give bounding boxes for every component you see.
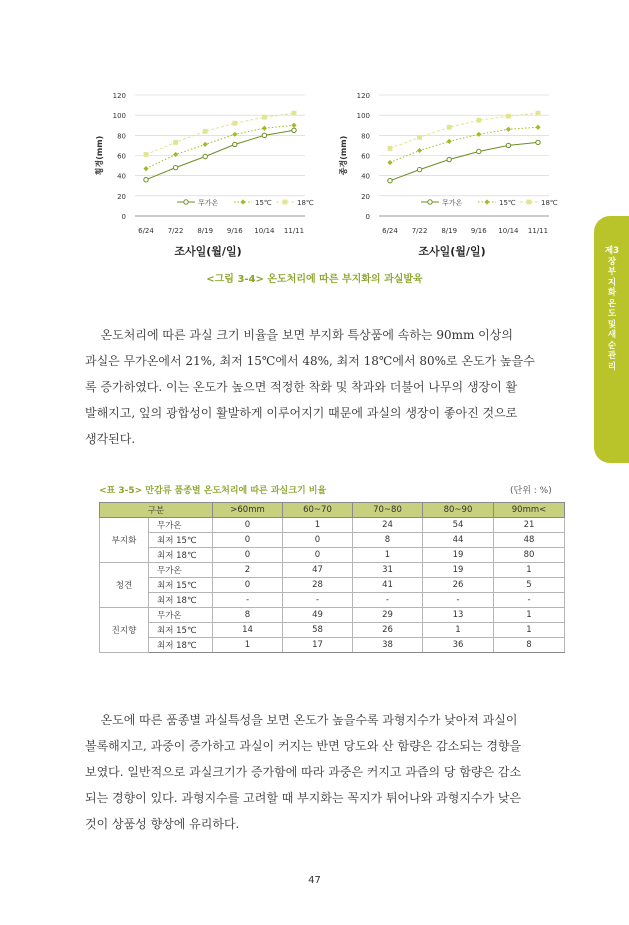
y-tick-label: 100 [356, 112, 370, 121]
table-value-cell: - [423, 593, 494, 608]
y-tick-label: 120 [356, 92, 370, 100]
data-point [292, 111, 297, 116]
data-point [476, 118, 481, 123]
paragraph-line: 것이 상품성 향상에 유리하다. [85, 817, 240, 831]
y-tick-label: 100 [112, 112, 126, 121]
paragraph-line: 보였다. 일반적으로 과실크기가 증가함에 따라 과중은 커지고 과즙의 당 함량은 감소 [85, 765, 522, 779]
table-group-label: 청견 [100, 563, 149, 608]
table-value-cell: 49 [283, 608, 353, 623]
legend-marker [527, 200, 532, 205]
table-condition-cell: 무가온 [149, 563, 213, 578]
table-condition-cell: 최저 15℃ [149, 578, 213, 593]
legend-marker [484, 199, 489, 204]
data-point [173, 152, 178, 157]
x-tick-label: 6/24 [138, 227, 154, 235]
table-value-cell: 0 [213, 533, 283, 548]
table-value-cell: 0 [213, 518, 283, 533]
table-value-cell: 19 [423, 563, 494, 578]
table-value-cell: - [353, 593, 423, 608]
data-point [536, 140, 540, 144]
paragraph-line: 록 증가하였다. 이는 온도가 높으면 적정한 착화 및 착과와 더불어 나무의 생장이 활 [85, 380, 518, 394]
table-value-cell: 24 [353, 518, 423, 533]
table-value-cell: 5 [494, 578, 565, 593]
x-tick-label: 10/14 [498, 227, 519, 235]
table-unit: (단위 : %) [510, 486, 552, 496]
table-group-label: 부지화 [100, 518, 149, 563]
data-point [447, 157, 451, 161]
series-line [390, 113, 538, 148]
data-point [262, 133, 266, 137]
table-value-cell: 80 [494, 548, 565, 563]
legend-label: 무가온 [442, 199, 463, 207]
header-col: >60mm [213, 503, 283, 518]
x-tick-label: 8/19 [441, 227, 458, 235]
paragraph-fruit-size [85, 322, 565, 452]
table-value-cell: 1 [353, 548, 423, 563]
y-tick-label: 20 [117, 192, 126, 201]
table-value-cell: 13 [423, 608, 494, 623]
table-row [100, 533, 565, 548]
paragraph-line: 발해지고, 잎의 광합성이 활발하게 이루어지기 때문에 과실의 생장이 좋아진 것으로 [85, 406, 518, 420]
data-point [476, 132, 481, 137]
x-tick-label: 8/19 [197, 227, 214, 235]
y-tick-label: 40 [361, 172, 370, 181]
header-col: 70~80 [353, 503, 423, 518]
table-value-cell: 0 [283, 548, 353, 563]
header-col: 90mm< [494, 503, 565, 518]
x-tick-label: 9/16 [226, 227, 243, 235]
series-line [146, 130, 294, 179]
legend-marker [184, 200, 188, 204]
y-tick-label: 20 [361, 192, 370, 201]
paragraph-line: 과실은 무가온에서 21%, 최저 15℃에서 48%, 최저 18℃에서 80%로 온도가 높을수 [85, 354, 535, 368]
table-value-cell: 54 [423, 518, 494, 533]
table-value-cell: 1 [423, 623, 494, 638]
table-value-cell: - [283, 593, 353, 608]
table-condition-cell: 최저 18℃ [149, 638, 213, 653]
table-value-cell: 44 [423, 533, 494, 548]
y-axis-label: 종경(mm) [339, 135, 348, 176]
table-value-cell: 26 [353, 623, 423, 638]
y-axis-label: 횡경(mm) [95, 135, 104, 176]
paragraph-line: 온도처리에 따른 과실 크기 비율을 보면 부지화 특상품에 속하는 90mm 이상의 [100, 328, 513, 342]
table-value-cell: 17 [283, 638, 353, 653]
table-value-cell: 8 [213, 608, 283, 623]
x-tick-label: 7/22 [411, 227, 428, 235]
data-point [232, 121, 237, 126]
table-row [100, 548, 565, 563]
table-value-cell: 2 [213, 563, 283, 578]
table-value-cell: 19 [423, 548, 494, 563]
x-axis-title-left: 조사일(월/일) [174, 245, 242, 258]
data-point [292, 128, 296, 132]
table-value-cell: 0 [213, 578, 283, 593]
table-value-cell: 1 [494, 608, 565, 623]
table-value-cell: 26 [423, 578, 494, 593]
data-point [506, 127, 511, 132]
table-value-cell: 29 [353, 608, 423, 623]
paragraph-line: 생각된다. [85, 432, 136, 446]
data-point [387, 160, 392, 165]
chart-vertical-diameter [326, 86, 556, 238]
table-condition-cell: 최저 15℃ [149, 623, 213, 638]
fruit-size-table [99, 502, 565, 653]
table-row [100, 578, 565, 593]
table-value-cell: 0 [283, 533, 353, 548]
table-row [100, 593, 565, 608]
x-tick-label: 11/11 [527, 227, 549, 235]
y-tick-label: 0 [365, 213, 370, 221]
x-tick-label: 6/24 [382, 227, 398, 235]
data-point [417, 135, 422, 140]
y-tick-label: 0 [121, 213, 126, 221]
table-value-cell: 41 [353, 578, 423, 593]
series-line [146, 125, 294, 168]
header-col: 80~90 [423, 503, 494, 518]
legend-label: 무가온 [198, 199, 219, 207]
header-col: 60~70 [283, 503, 353, 518]
y-tick-label: 40 [117, 172, 126, 181]
table-group-label: 진지향 [100, 608, 149, 653]
paragraph-variety-traits [85, 707, 565, 837]
legend-label: 18℃ [541, 199, 558, 207]
data-point [203, 142, 208, 147]
table-row [100, 623, 565, 638]
y-tick-label: 60 [361, 152, 370, 161]
table-value-cell: 58 [283, 623, 353, 638]
table-value-cell: 21 [494, 518, 565, 533]
series-line [390, 142, 538, 180]
legend-marker [283, 200, 288, 205]
table-row [100, 608, 565, 623]
page-number: 47 [308, 875, 321, 886]
figure-caption: <그림 3-4> 온도처리에 따른 부지화의 과실발육 [206, 274, 423, 285]
data-point [203, 154, 207, 158]
chapter-side-tab-label: 제3장 부지화 온도 및 새순 관리 [604, 246, 620, 372]
table-value-cell: 14 [213, 623, 283, 638]
table-value-cell: 36 [423, 638, 494, 653]
table-header-row [100, 503, 565, 518]
x-tick-label: 10/14 [254, 227, 275, 235]
data-point [262, 115, 267, 120]
table-value-cell: 8 [353, 533, 423, 548]
table-condition-cell: 무가온 [149, 518, 213, 533]
data-point [506, 143, 510, 147]
data-point [417, 148, 422, 153]
data-point [203, 129, 208, 134]
table-value-cell: 1 [283, 518, 353, 533]
y-tick-label: 60 [117, 152, 126, 161]
table-value-cell: 38 [353, 638, 423, 653]
chart-horizontal-diameter [82, 86, 312, 238]
data-point [291, 123, 296, 128]
y-tick-label: 120 [112, 92, 126, 100]
table-value-cell: 28 [283, 578, 353, 593]
table-value-cell: - [213, 593, 283, 608]
data-point [506, 114, 511, 119]
x-tick-label: 11/11 [283, 227, 305, 235]
table-row [100, 563, 565, 578]
data-point [143, 166, 148, 171]
table-value-cell: 1 [494, 623, 565, 638]
data-point [535, 125, 540, 130]
table-value-cell: 8 [494, 638, 565, 653]
paragraph-line: 되는 경향이 있다. 과형지수를 고려할 때 부지화는 꼭지가 튀어나와 과형지수가 낮은 [85, 791, 522, 805]
legend-label: 18℃ [297, 199, 314, 207]
data-point [262, 126, 267, 131]
legend-label: 15℃ [255, 199, 272, 207]
data-point [536, 111, 541, 116]
data-point [173, 165, 177, 169]
data-point [144, 178, 148, 182]
table-value-cell: - [494, 593, 565, 608]
data-point [144, 152, 149, 157]
x-tick-label: 7/22 [167, 227, 184, 235]
x-axis-title-right: 조사일(월/일) [418, 245, 486, 258]
table-value-cell: 0 [213, 548, 283, 563]
table-row [100, 638, 565, 653]
table-value-cell: 1 [213, 638, 283, 653]
data-point [233, 142, 237, 146]
x-tick-label: 9/16 [470, 227, 487, 235]
table-value-cell: 47 [283, 563, 353, 578]
table-condition-cell: 무가온 [149, 608, 213, 623]
paragraph-line: 온도에 따른 품종별 과실특성을 보면 온도가 높을수록 과형지수가 낮아져 과실이 [100, 713, 518, 727]
data-point [388, 179, 392, 183]
data-point [417, 167, 421, 171]
y-tick-label: 80 [361, 132, 370, 141]
paragraph-line: 볼록해지고, 과중이 증가하고 과실이 커지는 반면 당도와 산 함량은 감소되는 경향을 [85, 739, 522, 753]
data-point [232, 132, 237, 137]
legend-marker [428, 200, 432, 204]
table-row [100, 518, 565, 533]
data-point [173, 140, 178, 145]
data-point [447, 125, 452, 130]
table-value-cell: 31 [353, 563, 423, 578]
table-condition-cell: 최저 18℃ [149, 548, 213, 563]
data-point [477, 149, 481, 153]
table-value-cell: 48 [494, 533, 565, 548]
legend-marker [240, 199, 245, 204]
table-condition-cell: 최저 18℃ [149, 593, 213, 608]
table-condition-cell: 최저 15℃ [149, 533, 213, 548]
header-category: 구분 [100, 503, 213, 518]
y-tick-label: 80 [117, 132, 126, 141]
legend-label: 15℃ [499, 199, 516, 207]
data-point [447, 139, 452, 144]
data-point [388, 146, 393, 151]
table-title: <표 3-5> 만감류 품종별 온도처리에 따른 과실크기 비율 [99, 486, 327, 496]
table-value-cell: 1 [494, 563, 565, 578]
